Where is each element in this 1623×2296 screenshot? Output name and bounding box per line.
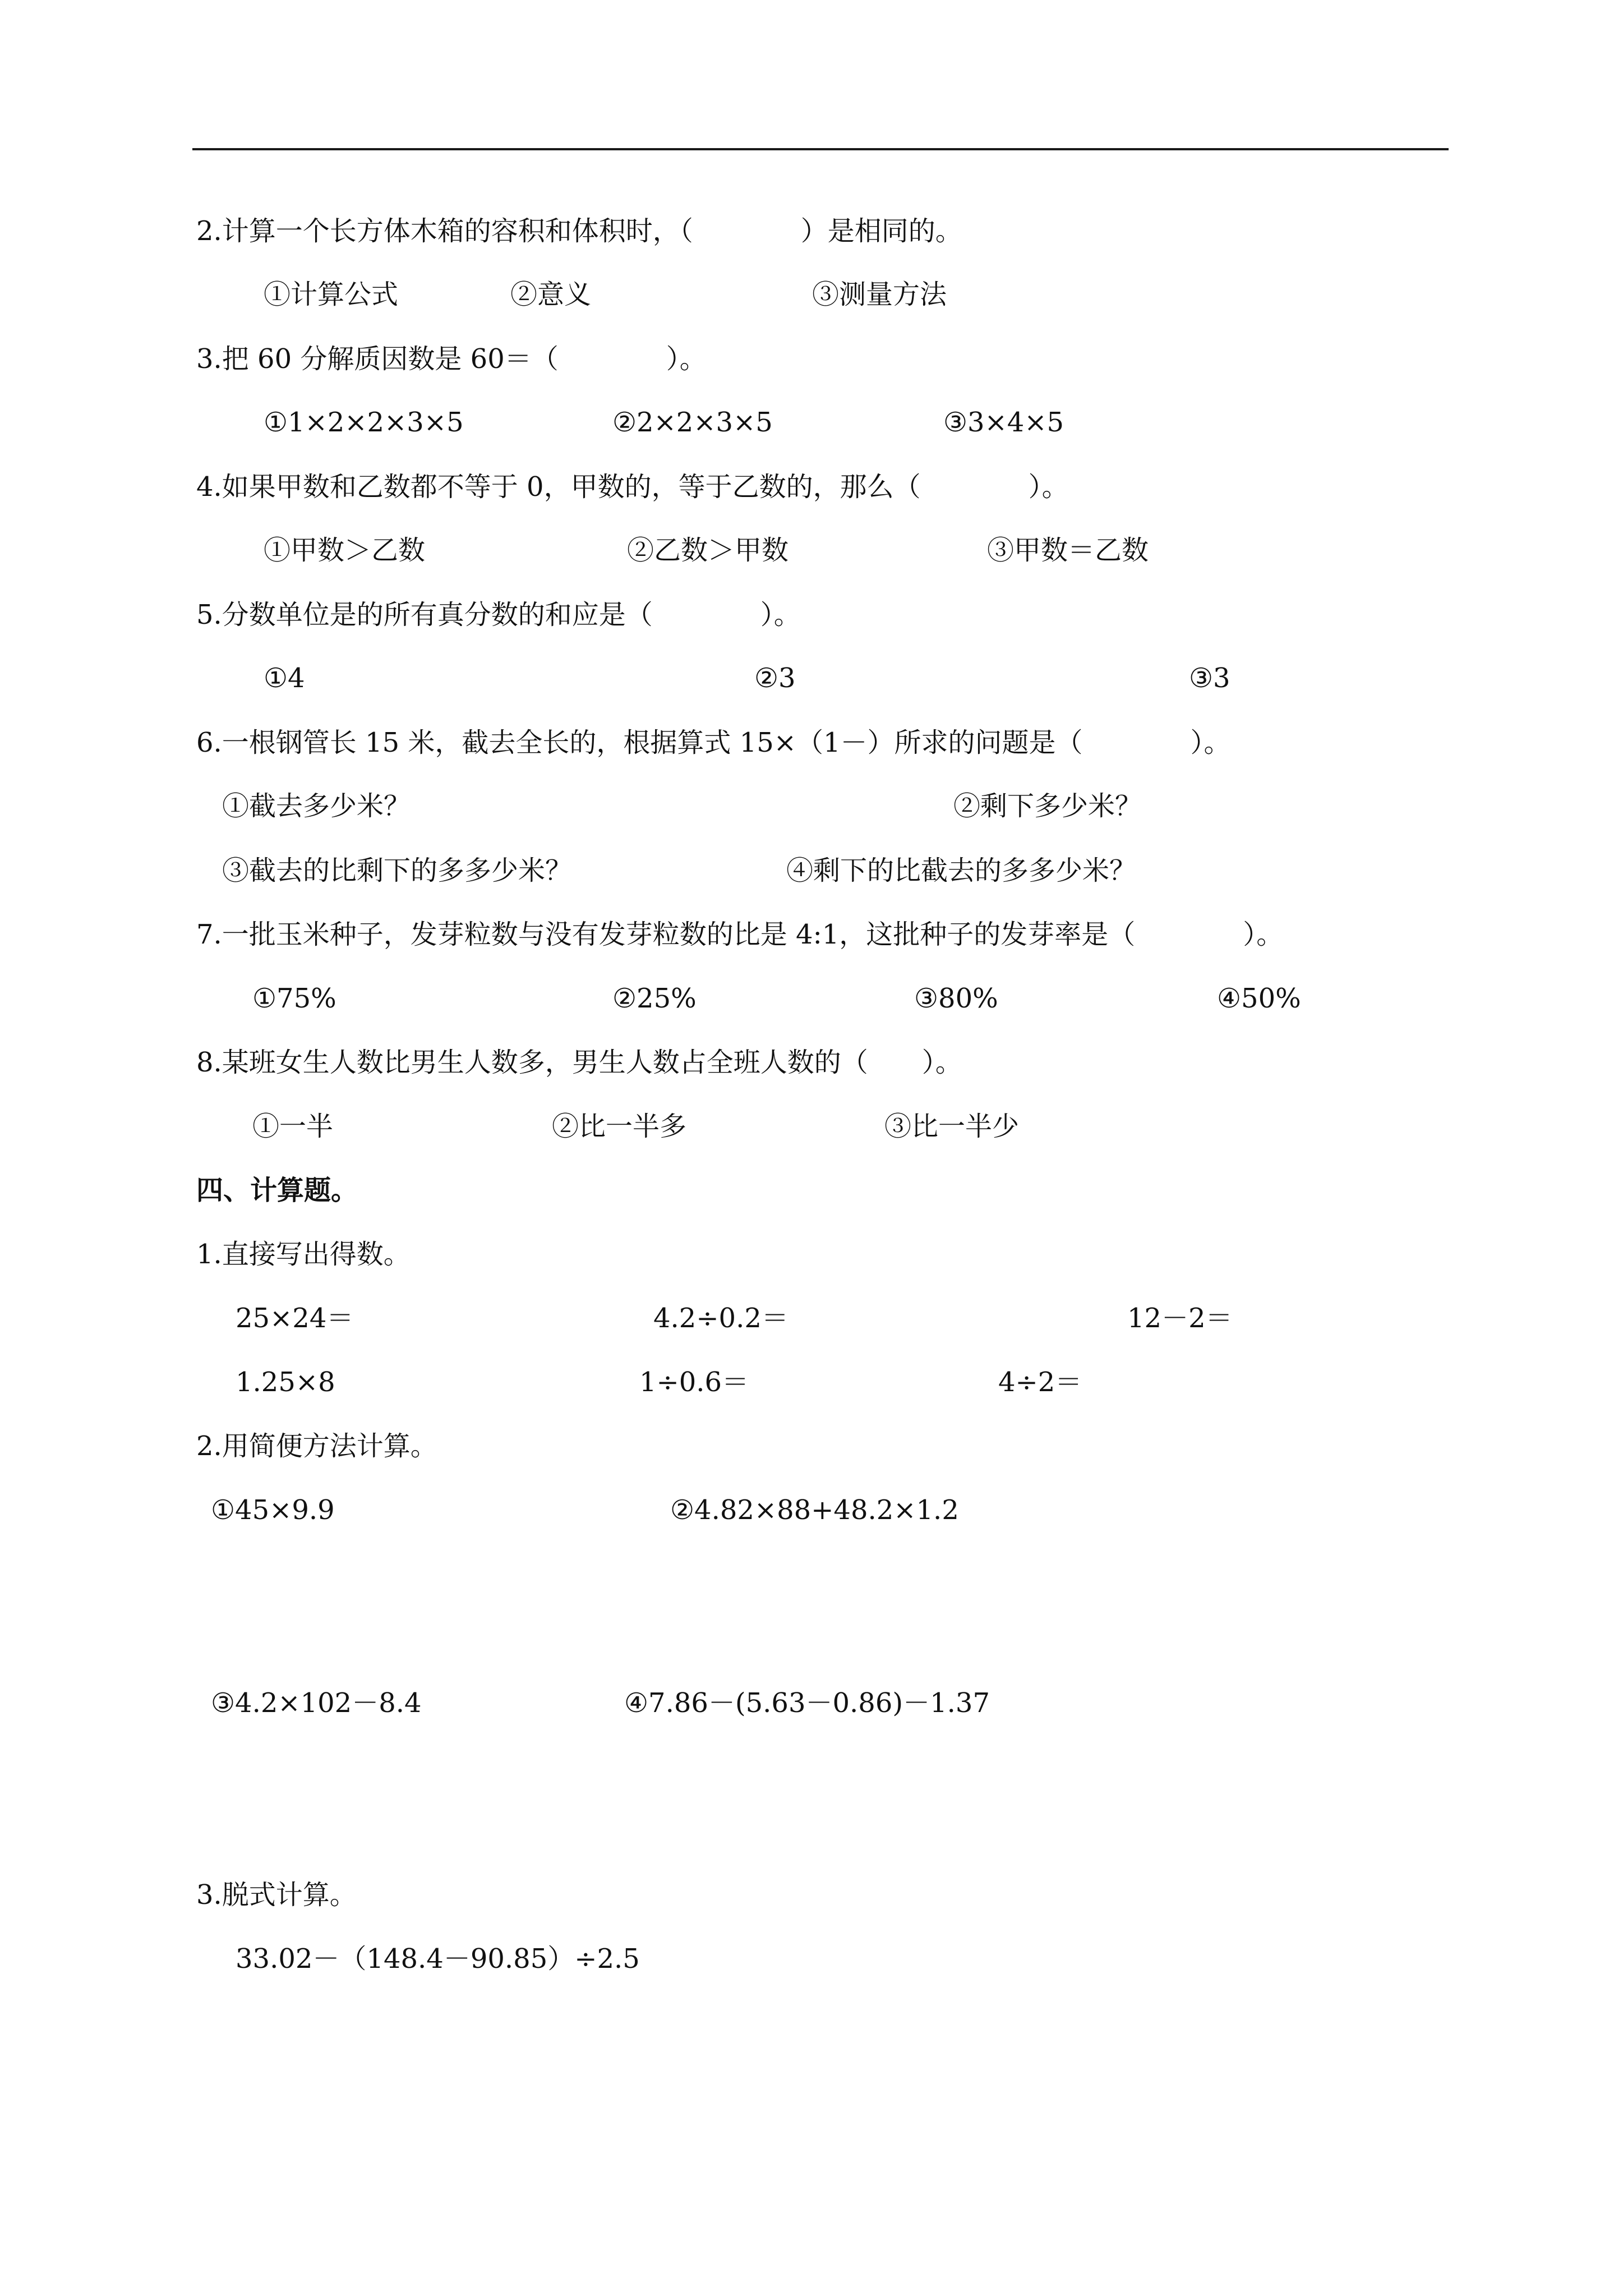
question-3-option-1: ①1×2×2×3×5: [264, 407, 464, 438]
question-4-option-2: ②乙数＞甲数: [627, 535, 789, 566]
question-6-option-1: ①截去多少米？: [222, 790, 411, 822]
question-3-option-2: ②2×2×3×5: [612, 407, 773, 438]
question-5-option-2: ②3: [754, 662, 796, 694]
question-7-option-4: ④50%: [1217, 983, 1301, 1014]
question-6-option-2: ②剩下多少米？: [953, 790, 1142, 822]
question-8-stem: 8.某班女生人数比男生人数多，男生人数占全班人数的（ ）。: [196, 1047, 962, 1078]
question-2-stem: 2.计算一个长方体木箱的容积和体积时，（ ）是相同的。: [196, 215, 962, 247]
simplify-calc-item: ④7.86－(5.63－0.86)－1.37: [624, 1687, 990, 1719]
simplify-calc-item: ①45×9.9: [211, 1494, 335, 1526]
simplify-calc-item: ③4.2×102－8.4: [211, 1687, 422, 1719]
header-rule: [192, 148, 1449, 150]
part-3-title: 3.脱式计算。: [196, 1879, 357, 1911]
question-7-option-3: ③80%: [914, 983, 998, 1014]
question-4-option-1: ①甲数＞乙数: [264, 535, 426, 566]
section-4-title: 四、计算题。: [196, 1175, 358, 1206]
question-8-option-1: ①一半: [252, 1111, 334, 1142]
stepwise-calc-item: 33.02－（148.4－90.85）÷2.5: [236, 1943, 640, 1975]
question-6-option-3: ③截去的比剩下的多多少米？: [222, 855, 573, 886]
question-2-option-1: ①计算公式: [264, 279, 399, 310]
question-3-stem: 3.把 60 分解质因数是 60＝（ ）。: [196, 343, 707, 375]
question-5-stem: 5.分数单位是的所有真分数的和应是（ ）。: [196, 599, 801, 631]
question-7-option-2: ②25%: [612, 983, 697, 1014]
mental-calc-item: 25×24＝: [236, 1303, 354, 1334]
mental-calc-item: 4.2÷0.2＝: [653, 1303, 789, 1334]
question-7-option-1: ①75%: [252, 983, 336, 1014]
part-2-title: 2.用简便方法计算。: [196, 1430, 437, 1462]
question-4-option-3: ③甲数＝乙数: [987, 535, 1149, 566]
question-5-option-3: ③3: [1189, 662, 1230, 694]
question-5-option-1: ①4: [264, 662, 305, 694]
question-6-option-4: ④剩下的比截去的多多少米？: [786, 855, 1137, 886]
mental-calc-item: 1.25×8: [236, 1366, 335, 1398]
mental-calc-item: 1÷0.6＝: [639, 1366, 749, 1398]
part-1-title: 1.直接写出得数。: [196, 1239, 411, 1270]
question-2-option-3: ③测量方法: [812, 279, 947, 310]
question-8-option-3: ③比一半少: [884, 1111, 1020, 1142]
question-6-stem: 6.一根钢管长 15 米，截去全长的，根据算式 15×（1－）所求的问题是（ ）。: [196, 727, 1231, 758]
simplify-calc-item: ②4.82×88+48.2×1.2: [670, 1494, 959, 1526]
question-7-stem: 7.一批玉米种子，发芽粒数与没有发芽粒数的比是 4:1，这批种子的发芽率是（ ）。: [196, 919, 1284, 950]
question-4-stem: 4.如果甲数和乙数都不等于 0，甲数的，等于乙数的，那么（ ）。: [196, 471, 1069, 503]
question-2-option-2: ②意义: [510, 279, 592, 310]
question-3-option-3: ③3×4×5: [943, 407, 1064, 438]
mental-calc-item: 12－2＝: [1127, 1303, 1233, 1334]
mental-calc-item: 4÷2＝: [998, 1366, 1082, 1398]
question-8-option-2: ②比一半多: [552, 1111, 687, 1142]
